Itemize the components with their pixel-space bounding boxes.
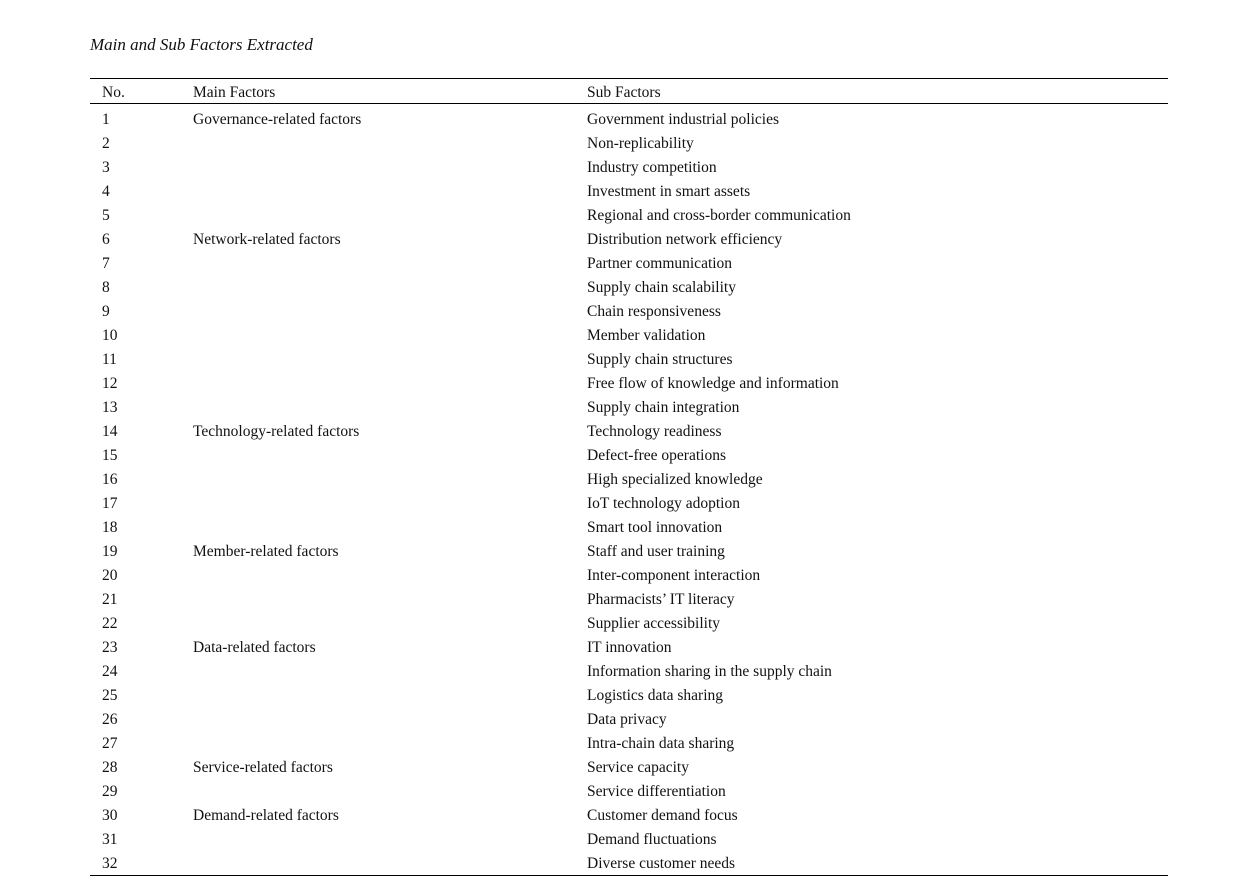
row-number: 5 (102, 207, 110, 224)
row-number: 31 (102, 831, 118, 848)
row-main-factor: Network-related factors (193, 231, 341, 248)
table-row (90, 515, 1168, 539)
row-number: 3 (102, 159, 110, 176)
row-sub-factor: Industry competition (587, 159, 717, 176)
row-number: 19 (102, 543, 118, 560)
row-sub-factor: Supplier accessibility (587, 615, 721, 632)
row-number: 1 (102, 111, 110, 128)
row-number: 23 (102, 639, 118, 656)
table-row (90, 635, 1168, 659)
row-sub-factor: Technology readiness (587, 423, 722, 440)
table-row (90, 227, 1168, 251)
row-sub-factor: Supply chain scalability (587, 279, 736, 296)
row-sub-factor: Information sharing in the supply chain (587, 663, 832, 680)
table-row (90, 611, 1168, 635)
table-caption: Main and Sub Factors Extracted (90, 35, 313, 54)
table-row (90, 851, 1168, 875)
table-row (90, 299, 1168, 323)
row-sub-factor: Distribution network efficiency (587, 231, 783, 248)
table-row (90, 155, 1168, 179)
row-number: 8 (102, 279, 110, 296)
row-number: 14 (102, 423, 118, 440)
table-row (90, 179, 1168, 203)
table-row (90, 803, 1168, 827)
row-sub-factor: Staff and user training (587, 543, 725, 560)
row-sub-factor: Service differentiation (587, 783, 726, 800)
table-row (90, 131, 1168, 155)
table-row (90, 827, 1168, 851)
table-row (90, 491, 1168, 515)
row-sub-factor: Customer demand focus (587, 807, 738, 824)
table-row (90, 683, 1168, 707)
row-sub-factor: Chain responsiveness (587, 303, 721, 320)
table-row (90, 467, 1168, 491)
table-row (90, 371, 1168, 395)
table-row (90, 587, 1168, 611)
row-number: 12 (102, 375, 118, 392)
header-no: No. (102, 84, 125, 101)
row-number: 25 (102, 687, 118, 704)
row-sub-factor: Regional and cross-border communication (587, 207, 851, 224)
row-number: 17 (102, 495, 118, 512)
row-main-factor: Governance-related factors (193, 111, 362, 128)
table-row (90, 659, 1168, 683)
table-header-row (90, 79, 1168, 104)
row-number: 24 (102, 663, 118, 680)
row-number: 27 (102, 735, 118, 752)
table-row (90, 563, 1168, 587)
table-row (90, 539, 1168, 563)
table-row (90, 395, 1168, 419)
row-sub-factor: Non-replicability (587, 135, 694, 152)
row-sub-factor: Service capacity (587, 759, 689, 776)
row-main-factor: Data-related factors (193, 639, 316, 656)
row-sub-factor: Supply chain structures (587, 351, 733, 368)
row-sub-factor: IoT technology adoption (587, 495, 740, 512)
row-sub-factor: Free flow of knowledge and information (587, 375, 839, 392)
table-row (90, 443, 1168, 467)
table-row (90, 347, 1168, 371)
row-main-factor: Service-related factors (193, 759, 333, 776)
row-sub-factor: Logistics data sharing (587, 687, 724, 704)
row-sub-factor: Intra-chain data sharing (587, 735, 735, 752)
row-main-factor: Demand-related factors (193, 807, 339, 824)
table-row (90, 323, 1168, 347)
row-number: 6 (102, 231, 110, 248)
row-main-factor: Member-related factors (193, 543, 339, 560)
row-sub-factor: Smart tool innovation (587, 519, 723, 536)
row-number: 11 (102, 351, 117, 368)
header-main-factors: Main Factors (193, 84, 276, 101)
table-row (90, 707, 1168, 731)
row-sub-factor: Defect-free operations (587, 447, 726, 464)
row-sub-factor: Partner communication (587, 255, 733, 272)
row-number: 18 (102, 519, 118, 536)
table-row (90, 251, 1168, 275)
row-number: 32 (102, 855, 118, 872)
row-number: 15 (102, 447, 118, 464)
row-number: 22 (102, 615, 118, 632)
row-number: 30 (102, 807, 118, 824)
table-body (90, 104, 1168, 875)
row-number: 9 (102, 303, 110, 320)
row-sub-factor: High specialized knowledge (587, 471, 763, 488)
row-number: 4 (102, 183, 110, 200)
table-row (90, 731, 1168, 755)
table-row (90, 779, 1168, 803)
row-number: 29 (102, 783, 118, 800)
table-row (90, 275, 1168, 299)
row-number: 16 (102, 471, 118, 488)
row-number: 20 (102, 567, 118, 584)
row-number: 26 (102, 711, 118, 728)
row-sub-factor: Supply chain integration (587, 399, 740, 416)
factors-table (90, 78, 1168, 876)
row-sub-factor: Member validation (587, 327, 706, 344)
table-row (90, 107, 1168, 131)
row-sub-factor: IT innovation (587, 639, 672, 656)
table-row (90, 203, 1168, 227)
row-number: 13 (102, 399, 118, 416)
header-sub-factors: Sub Factors (587, 84, 661, 101)
row-sub-factor: Pharmacists’ IT literacy (587, 591, 735, 608)
row-number: 2 (102, 135, 110, 152)
table-row (90, 755, 1168, 779)
row-number: 28 (102, 759, 118, 776)
row-main-factor: Technology-related factors (193, 423, 360, 440)
row-sub-factor: Government industrial policies (587, 111, 779, 128)
row-sub-factor: Investment in smart assets (587, 183, 751, 200)
row-number: 7 (102, 255, 110, 272)
table-row (90, 419, 1168, 443)
row-sub-factor: Diverse customer needs (587, 855, 736, 872)
row-number: 21 (102, 591, 118, 608)
row-number: 10 (102, 327, 118, 344)
row-sub-factor: Inter-component interaction (587, 567, 761, 584)
row-sub-factor: Demand fluctuations (587, 831, 717, 848)
row-sub-factor: Data privacy (587, 711, 667, 728)
